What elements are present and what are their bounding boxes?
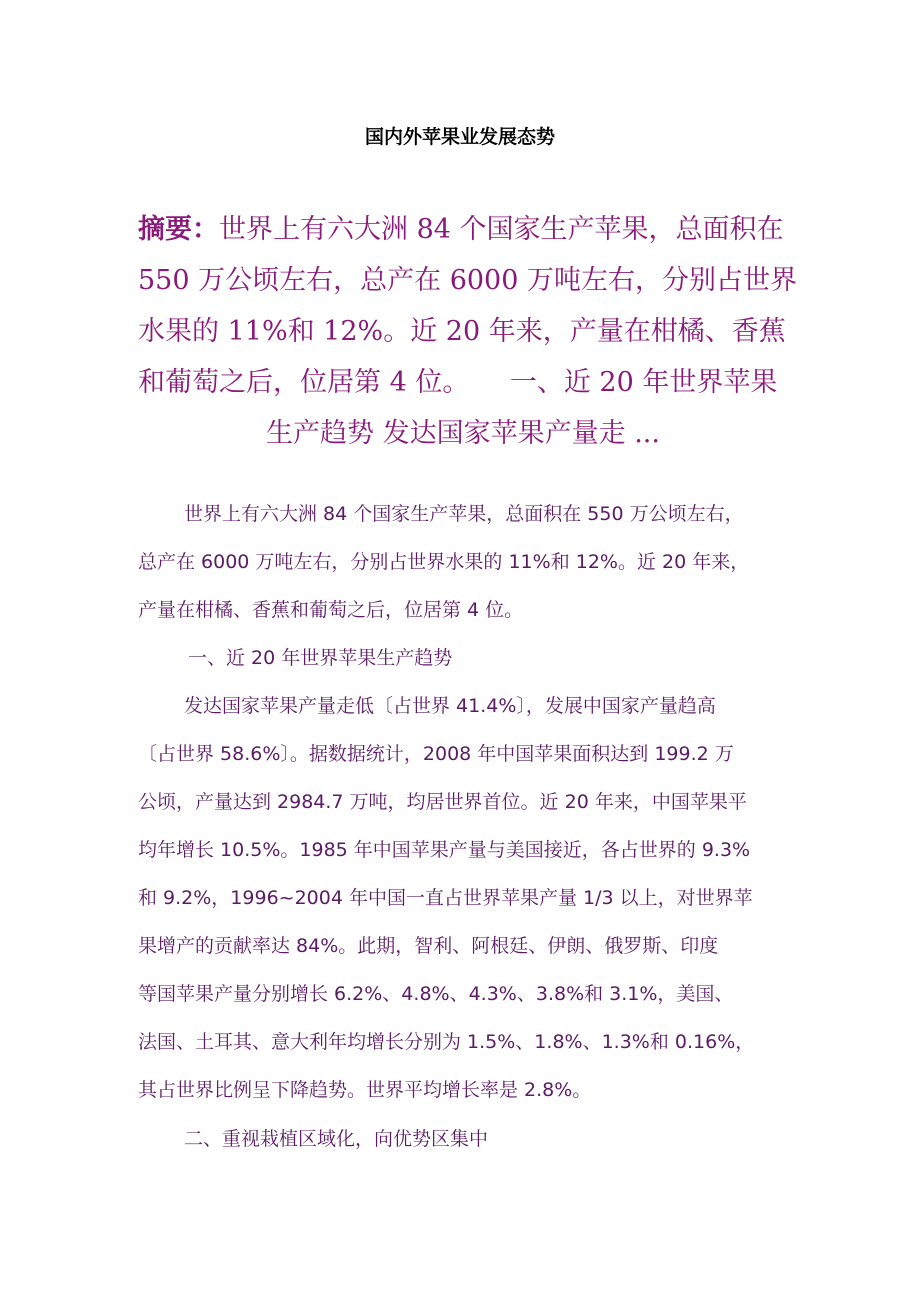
- heading-text: 二、重视栽植区域化，向优势区集中: [184, 1128, 489, 1150]
- paragraph-line: 等国苹果产量分别增长 6.2%、4.8%、4.3%、3.8%和 3.1%，美国、: [138, 983, 734, 1005]
- paragraph-line: 发达国家苹果产量走低〔占世界 41.4%〕，发展中国家产量趋高: [184, 695, 716, 717]
- section-heading-1: [138, 634, 788, 682]
- abstract-text: 世界上有六大洲 84 个国家生产苹果，总面积在: [219, 214, 784, 245]
- paragraph-line: 产量在柑橘、香蕉和葡萄之后，位居第 4 位。: [138, 599, 524, 621]
- section-heading-2: [138, 1115, 788, 1163]
- paragraph-line: 世界上有六大洲 84 个国家生产苹果，总面积在 550 万公顷左右，: [184, 503, 744, 525]
- paragraph-line: 〔占世界 58.6%〕。据数据统计，2008 年中国苹果面积达到 199.2 万: [138, 743, 734, 765]
- heading-text: 一、近 20 年世界苹果生产趋势: [188, 647, 453, 669]
- abstract-block: [138, 204, 797, 459]
- document-title: 国内外苹果业发展态势: [364, 126, 555, 148]
- paragraph-line: 公顷，产量达到 2984.7 万吨，均居世界首位。近 20 年来，中国苹果平: [138, 791, 747, 813]
- paragraph-line: 均年增长 10.5%。1985 年中国苹果产量与美国接近，各占世界的 9.3%: [138, 839, 751, 861]
- abstract-line: 550 万公顷左右，总产在 6000 万吨左右，分别占世界: [138, 265, 797, 296]
- abstract-line: [138, 204, 788, 255]
- abstract-label: 摘要：: [138, 214, 219, 245]
- paragraph-intro: [138, 490, 788, 634]
- paragraph-line: 总产在 6000 万吨左右，分别占世界水果的 11%和 12%。近 20 年来，: [138, 551, 750, 573]
- paragraph-line: 果增产的贡献率达 84%。此期，智利、阿根廷、伊朗、俄罗斯、印度: [138, 935, 719, 957]
- abstract-line: 和葡萄之后，位居第 4 位。 一、近 20 年世界苹果: [138, 367, 778, 398]
- abstract-line: 水果的 11%和 12%。近 20 年来，产量在柑橘、香蕉: [138, 316, 786, 347]
- paragraph-trends: [138, 682, 788, 1114]
- paragraph-line: 和 9.2%，1996~2004 年中国一直占世界苹果产量 1/3 以上，对世界苹: [138, 887, 753, 909]
- paragraph-line: 其占世界比例呈下降趋势。世界平均增长率是 2.8%。: [138, 1079, 592, 1101]
- abstract-line: 生产趋势 发达国家苹果产量走 ...: [266, 418, 660, 449]
- paragraph-line: 法国、土耳其、意大利年均增长分别为 1.5%、1.8%、1.3%和 0.16%，: [138, 1031, 755, 1053]
